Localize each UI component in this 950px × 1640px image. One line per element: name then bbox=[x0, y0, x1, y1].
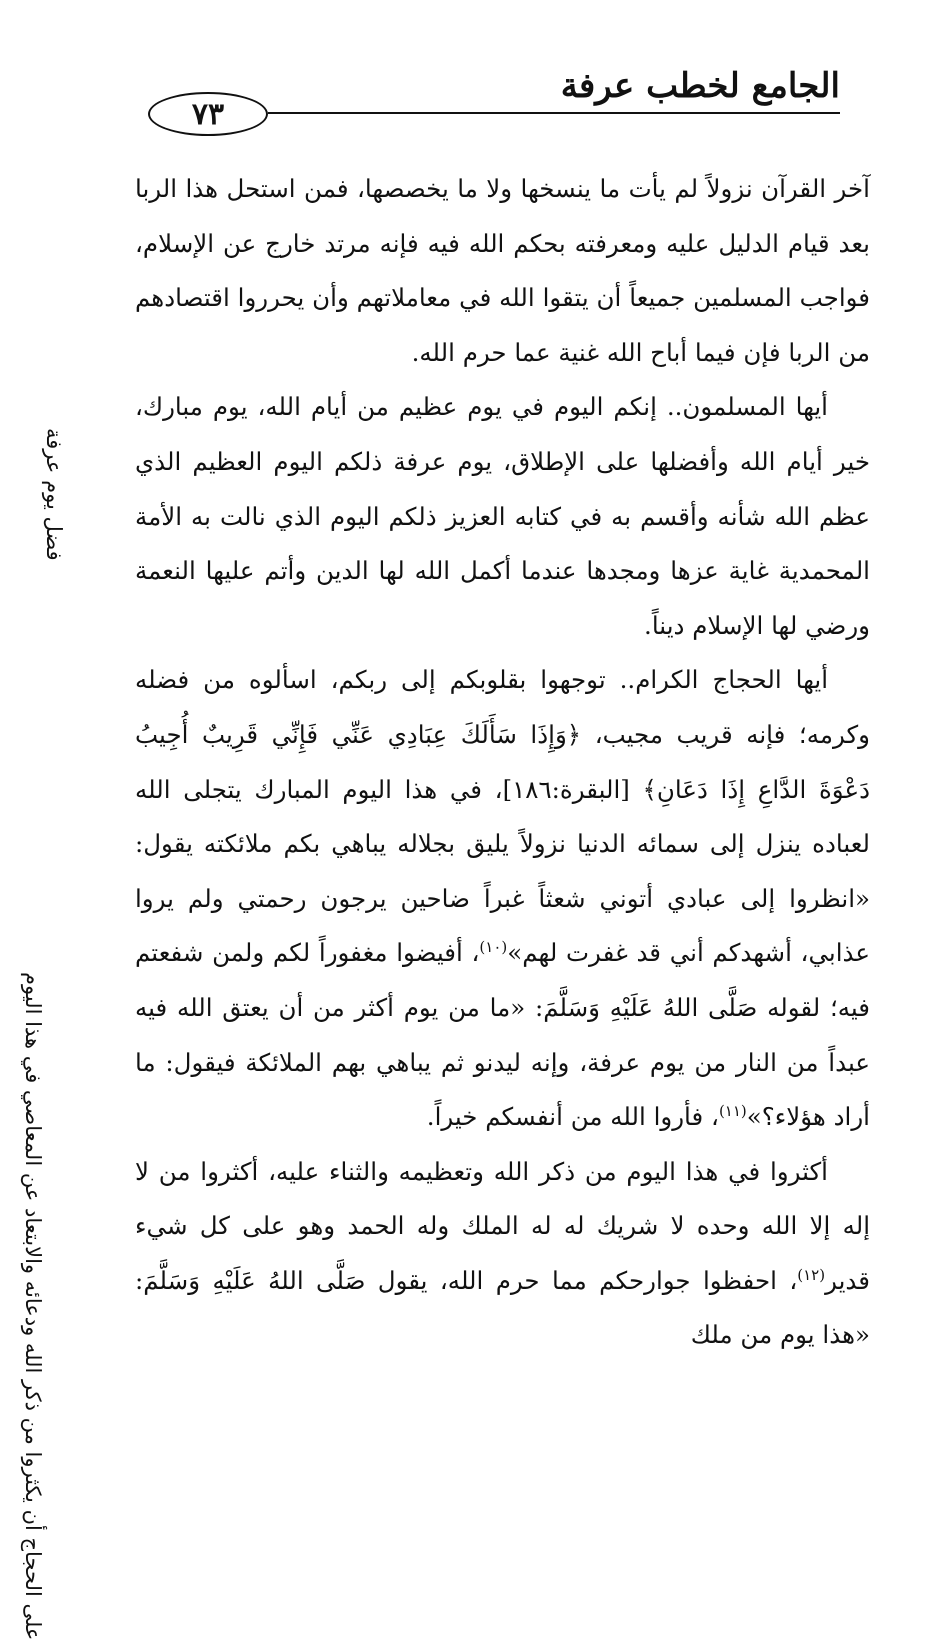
page-header bbox=[140, 62, 840, 142]
body-text bbox=[135, 162, 870, 1363]
paragraph-2-text: أيها المسلمون.. إنكم اليوم في يوم عظيم من أيام الله، يوم مبارك، خير أيام الله وأفضلها على الإطلاق، يوم عرفة ذلكم اليوم العظيم الذي عظم الله شأنه وأقسم به في كتابه العزيز ذلكم اليوم الذي نالت به الأمة المحمدية غاية عزها ومجدها عندما أكمل الله لها الدين وأتم عليها النعمة ورضي لها الإسلام ديناً. bbox=[135, 392, 870, 640]
footnote-ref-10: (١٠) bbox=[479, 938, 508, 957]
page-number: ٧٣ bbox=[148, 92, 268, 136]
paragraph-4 bbox=[135, 1145, 870, 1363]
paragraph-1 bbox=[135, 162, 870, 380]
paragraph-3 bbox=[135, 653, 870, 1144]
paragraph-3-text: أيها الحجاج الكرام.. توجهوا بقلوبكم إلى ربكم، اسألوه من فضله وكرمه؛ فإنه قريب مجيب، ﴿وَإِذَا سَأَلَكَ عِبَادِي عَنِّي فَإِنِّي قَرِيبٌ أُجِيبُ دَعْوَةَ الدَّاعِ إِذَا دَعَانِ﴾ [البقرة:١٨٦]، في هذا اليوم المبارك يتجلى الله لعباده ينزل إلى سمائه الدنيا نزولاً يليق بجلاله يباهي بكم ملائكته يقول: «انظروا إلى عبادي أتوني شعثاً غبراً ضاحين يرجون رحمتي ولم يروا عذابي، أشهدكم أني قد غفرت لهم» bbox=[135, 665, 870, 968]
paragraph-1-text: آخر القرآن نزولاً لم يأت ما ينسخها ولا ما يخصصها، فمن استحل هذا الربا بعد قيام الدليل عليه ومعرفته بحكم الله فيه فإنه مرتد خارج عن الإسلام، فواجب المسلمين جميعاً أن يتقوا الله في معاملاتهم وأن يحرروا اقتصادهم من الربا فإن فيما أباح الله غنية عما حرم الله. bbox=[135, 174, 870, 367]
paragraph-4-tail: ، احفظوا جوارحكم مما حرم الله، يقول صَلَّى اللهُ عَلَيْهِ وَسَلَّمَ: «هذا يوم من ملك bbox=[135, 1265, 870, 1350]
paragraph-4-text: أكثروا في هذا اليوم من ذكر الله وتعظيمه والثناء عليه، أكثروا من لا إله إلا الله وحده لا شريك له له الملك وله الحمد وهو على كل شيء قدير bbox=[135, 1156, 870, 1295]
margin-note-2: على الحجاج أن يكثروا من ذكر الله ودعائه والابتعاد عن المعاصي في هذا اليوم bbox=[21, 972, 45, 1640]
margin-note-1: فضل يوم عرفة bbox=[42, 428, 66, 561]
header-rule bbox=[268, 112, 840, 114]
running-title: الجامع لخطب عرفة bbox=[560, 66, 840, 106]
footnote-ref-11: (١١) bbox=[718, 1101, 747, 1120]
footnote-ref-12: (١٢) bbox=[797, 1265, 826, 1284]
paragraph-2 bbox=[135, 380, 870, 653]
paragraph-3-tail-2: ، فأروا الله من أنفسكم خيراً. bbox=[426, 1102, 719, 1132]
paragraph-3-tail: ، أفيضوا مغفوراً لكم ولمن شفعتم فيه؛ لقوله صَلَّى اللهُ عَلَيْهِ وَسَلَّمَ: «ما من يوم أكثر من أن يعتق الله فيه عبداً من النار من يوم عرفة، وإنه ليدنو ثم يباهي بهم الملائكة فيقول: ما أراد هؤلاء؟» bbox=[135, 938, 870, 1132]
